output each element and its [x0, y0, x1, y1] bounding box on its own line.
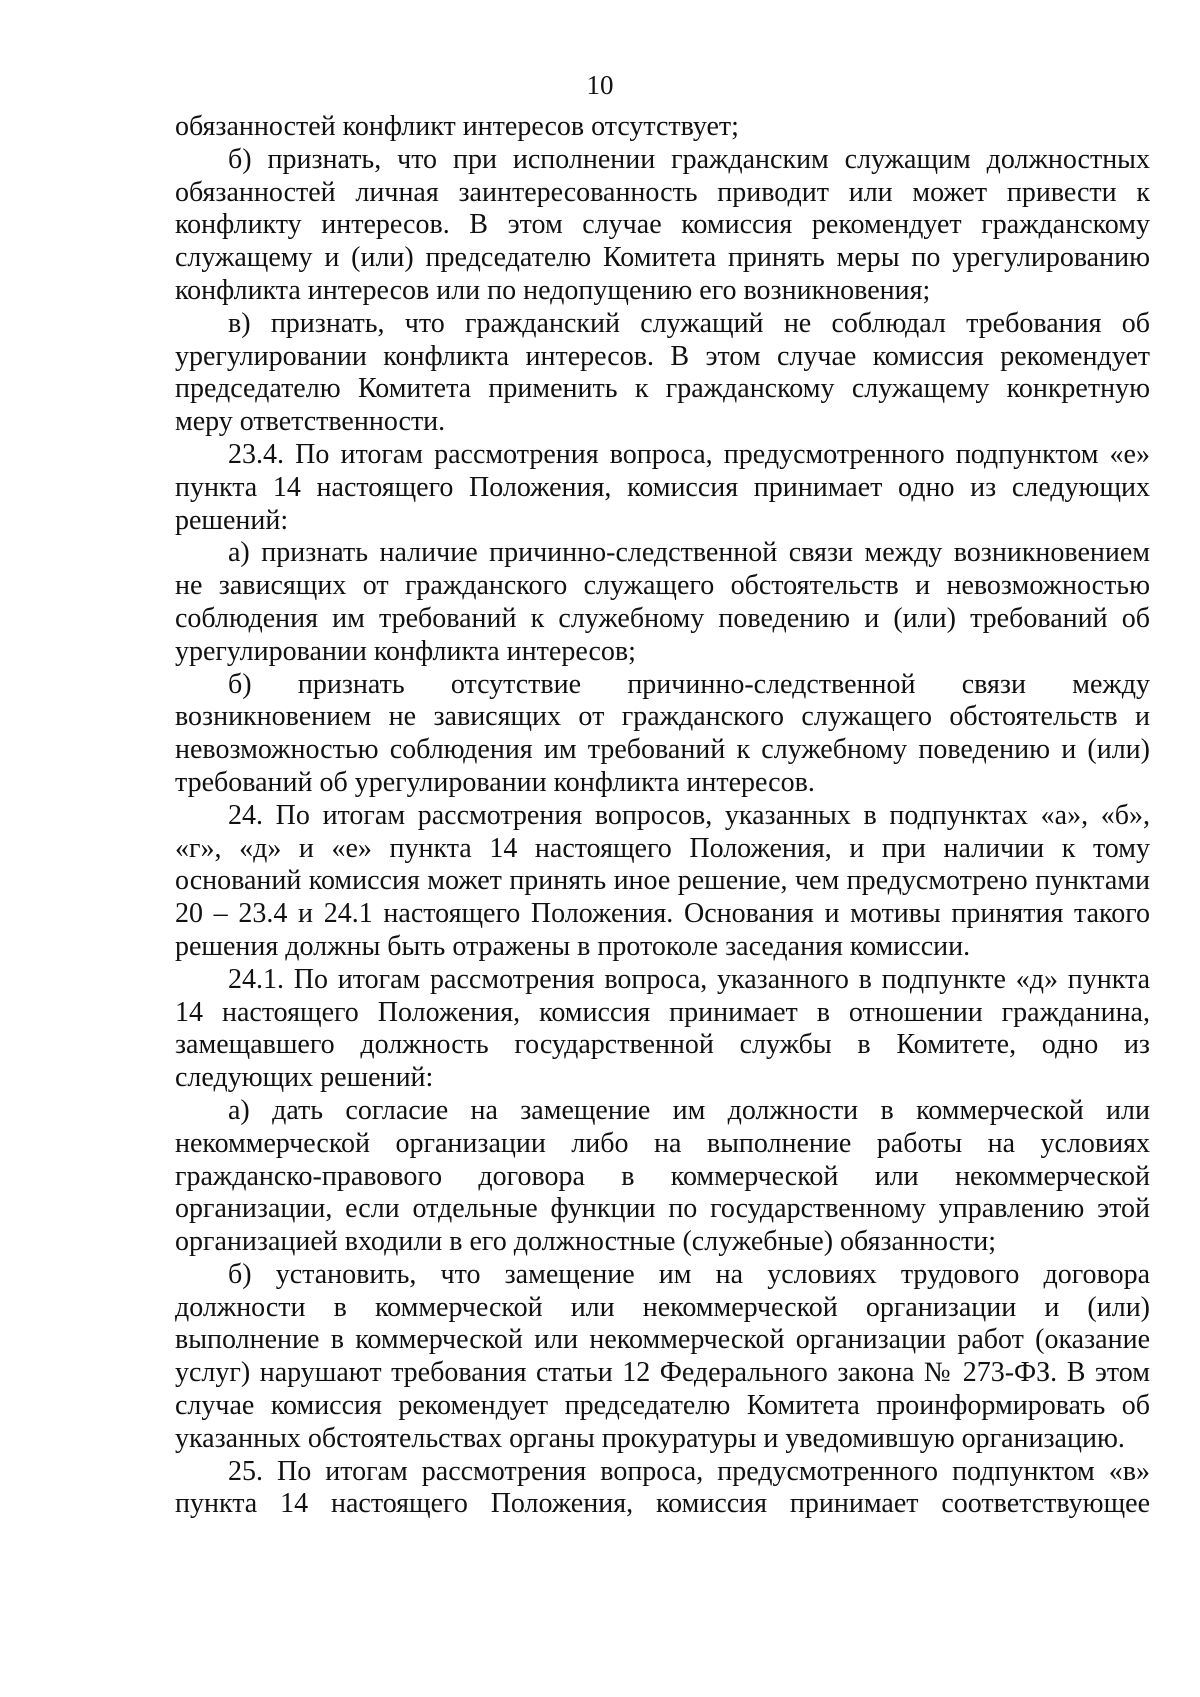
paragraph: 24.1. По итогам рассмотрения вопроса, указанного в подпункте «д» пункта 14 настоящего Положения, комиссия принимает в отношении гражданина, замещавшего должность государственной службы в Комитете, одно из следующих решений: [175, 963, 1150, 1094]
paragraph: 24. По итогам рассмотрения вопросов, указанных в подпунктах «а», «б», «г», «д» и «е» пункта 14 настоящего Положения, и при наличии к тому оснований комиссия может принять иное решение, чем предусмотрено пунктами 20 – 23.4 и 24.1 настоящего Положения. Основания и мотивы принятия такого решения должны быть отражены в протоколе заседания комиссии. [175, 799, 1150, 962]
paragraph: а) признать наличие причинно-следственной связи между возникновением не зависящих от гражданского служащего обстоятельств и невозможностью соблюдения им требований к служебному поведению и (или) требований об урегулировании конфликта интересов; [175, 537, 1150, 667]
paragraph: б) признать отсутствие причинно-следственной связи между возникновением не зависящих от гражданского служащего обстоятельств и невозможностью соблюдения им требований к служебному поведению и (или) требований об урегулировании конфликта интересов. [175, 668, 1150, 798]
paragraph: б) установить, что замещение им на условиях трудового договора должности в коммерческой или некоммерческой организации и (или) выполнение в коммерческой или некоммерческой организации работ (оказание услуг) нарушают требования статьи 12 Федерального закона № 273-ФЗ. В этом случае комиссия рекомендует председателю Комитета проинформировать об указанных обстоятельствах органы прокуратуры и уведомившую организацию. [175, 1258, 1150, 1454]
paragraph: обязанностей конфликт интересов отсутствует; [175, 111, 739, 142]
paragraph-last: 25. По итогам рассмотрения вопроса, предусмотренного подпунктом «в» пункта 14 настоящего Положения, комиссия принимает соответствующее [175, 1455, 1150, 1520]
paragraph: 23.4. По итогам рассмотрения вопроса, предусмотренного подпунктом «е» пункта 14 настоящего Положения, комиссия принимает одно из следующих решений: [175, 438, 1150, 536]
paragraph: б) признать, что при исполнении гражданским служащим должностных обязанностей личная заинтересованность приводит или может привести к конфликту интересов. В этом случае комиссия рекомендует гражданскому служащему и (или) председателю Комитета принять меры по урегулированию конфликта интересов или по недопущению его возникновения; [175, 143, 1150, 306]
paragraph: а) дать согласие на замещение им должности в коммерческой или некоммерческой организации либо на выполнение работы на условиях гражданско-правового договора в коммерческой или некоммерческой организации, если отдельные функции по государственному управлению этой организацией входили в его должностные (служебные) обязанности; [175, 1094, 1150, 1258]
paragraph: в) признать, что гражданский служащий не соблюдал требования об урегулировании конфликта интересов. В этом случае комиссия рекомендует председателю Комитета применить к гражданскому служащему конкретную меру ответственности. [175, 307, 1150, 438]
document-body [175, 111, 1150, 1521]
page-number: 10 [586, 70, 614, 100]
